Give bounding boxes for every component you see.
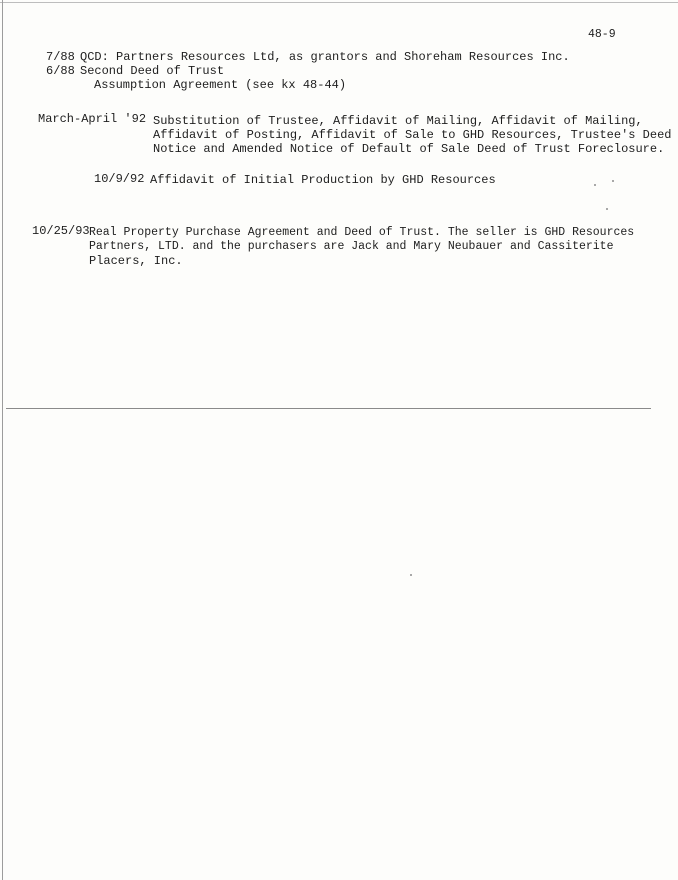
entry-text: QCD: Partners Resources Ltd, as grantors and Shoreham Resources Inc. <box>80 50 570 64</box>
entry-date: 7/88 <box>46 50 75 64</box>
entry-text-line: Placers, Inc. <box>89 254 183 268</box>
entry-text-line: Real Property Purchase Agreement and Deed of Trust. The seller is GHD Resources <box>89 226 635 239</box>
scan-speck <box>594 184 596 186</box>
entry-text-line: Substitution of Trustee, Affidavit of Mailing, Affidavit of Mailing, <box>153 114 643 128</box>
scan-speck <box>612 180 614 182</box>
scan-speck <box>410 574 412 576</box>
scan-speck <box>606 208 608 210</box>
horizontal-rule <box>6 408 651 409</box>
page-number: 48-9 <box>588 28 616 41</box>
entry-date: 10/9/92 <box>94 172 145 186</box>
entry-text: Affidavit of Initial Production by GHD Resources <box>150 173 496 187</box>
entry-text: Assumption Agreement (see kx 48-44) <box>94 78 347 92</box>
entry-date: 6/88 <box>46 64 75 78</box>
scan-top-edge <box>0 2 678 3</box>
scan-left-edge <box>2 0 3 880</box>
entry-date: 10/25/93 <box>32 224 90 238</box>
entry-text-line: Notice and Amended Notice of Default of Sale Deed of Trust Foreclosure. <box>153 142 665 156</box>
entry-text-line: Affidavit of Posting, Affidavit of Sale to GHD Resources, Trustee's Deed <box>153 128 672 142</box>
entry-text-line: Partners, LTD. and the purchasers are Jack and Mary Neubauer and Cassiterite <box>89 240 614 253</box>
entry-text: Second Deed of Trust <box>80 64 225 78</box>
entry-date: March-April '92 <box>38 112 147 126</box>
